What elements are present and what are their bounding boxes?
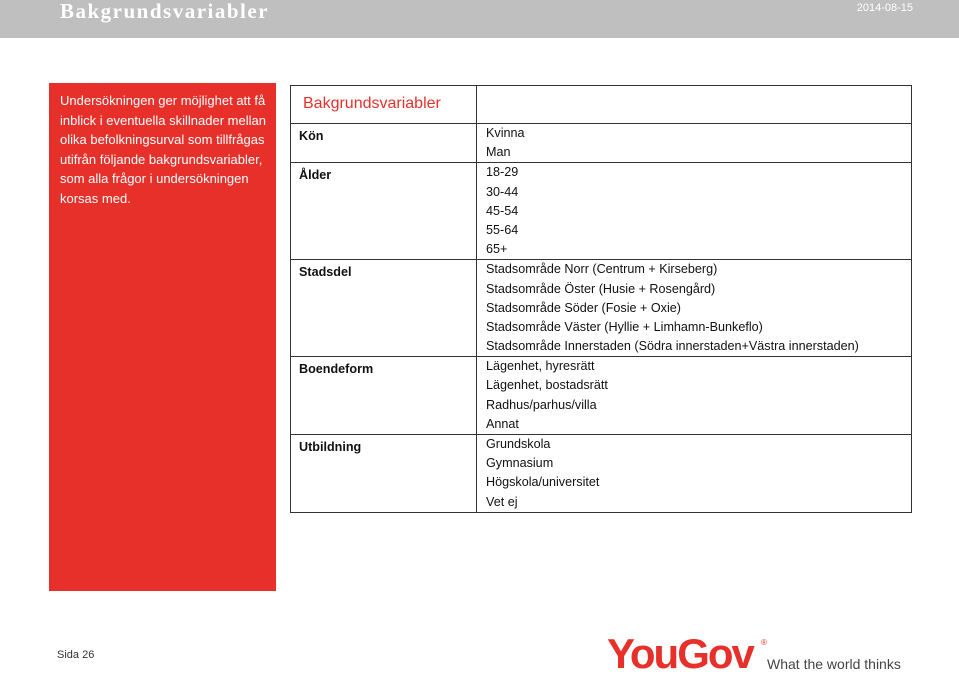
category-cell	[291, 260, 477, 357]
intro-box	[49, 83, 276, 591]
category-cell	[291, 357, 477, 435]
option-item: Man	[486, 145, 511, 160]
option-item: Vet ej	[486, 494, 518, 509]
table-row	[291, 260, 912, 357]
option-item: Stadsområde Norr (Centrum + Kirseberg)	[486, 262, 718, 277]
option-item: 55-64	[486, 222, 519, 237]
option-item: Stadsområde Väster (Hyllie + Limhamn-Bunkeflo)	[486, 319, 763, 334]
category-label-alder: Ålder	[299, 168, 332, 183]
table-row	[291, 357, 912, 435]
category-label-boendeform: Boendeform	[299, 362, 374, 377]
option-item: Gymnasium	[486, 456, 554, 471]
options-cell	[477, 163, 912, 260]
table-row	[291, 124, 912, 163]
option-item: Lägenhet, bostadsrätt	[486, 378, 608, 393]
category-cell	[291, 163, 477, 260]
category-label-stadsdel: Stadsdel	[299, 265, 352, 280]
header-bar	[0, 0, 959, 38]
table-title-empty-cell	[477, 86, 912, 124]
option-item: Stadsområde Söder (Fosie + Oxie)	[486, 300, 681, 315]
yougov-logo	[607, 632, 907, 672]
option-item: Grundskola	[486, 437, 551, 451]
page-title: Bakgrundsvariabler	[60, 0, 270, 23]
category-label-kon: Kön	[299, 129, 324, 143]
option-item: Stadsområde Öster (Husie + Rosengård)	[486, 281, 716, 296]
option-item: Lägenhet, hyresrätt	[486, 359, 595, 374]
option-item: 45-54	[486, 203, 519, 218]
option-item: Kvinna	[486, 126, 525, 140]
option-item: 65+	[486, 242, 508, 257]
page-number: Sida 26	[57, 649, 95, 661]
category-label-utbildning: Utbildning	[299, 440, 362, 454]
options-cell	[477, 435, 912, 513]
intro-text: Undersökningen ger möjlighet att få inblick i eventuella skillnader mellan olika befolkningsurval som tillfrågas utifrån följande bakgrundsvariabler, som alla frågor i undersökningen korsas med.	[60, 93, 266, 206]
options-cell	[477, 124, 912, 163]
option-item: Stadsområde Innerstaden (Södra innerstaden+Västra innerstaden)	[486, 339, 859, 354]
table-title-row	[291, 86, 912, 124]
table-row	[291, 435, 912, 513]
logo-wordmark: YouGov	[607, 632, 753, 672]
category-cell	[291, 435, 477, 513]
option-item: 18-29	[486, 165, 519, 180]
table-title-cell	[291, 86, 477, 124]
options-cell	[477, 260, 912, 357]
options-cell	[477, 357, 912, 435]
option-item: Radhus/parhus/villa	[486, 397, 597, 412]
table-row	[291, 163, 912, 260]
header-date: 2014-08-15	[856, 2, 913, 14]
table-title: Bakgrundsvariabler	[303, 95, 441, 112]
logo-registered-mark: ®	[761, 638, 767, 647]
option-item: Annat	[486, 416, 519, 431]
category-cell	[291, 124, 477, 163]
logo-tagline: What the world thinks	[767, 656, 901, 672]
option-item: Högskola/universitet	[486, 475, 600, 490]
variables-table	[290, 85, 912, 513]
option-item: 30-44	[486, 184, 519, 199]
